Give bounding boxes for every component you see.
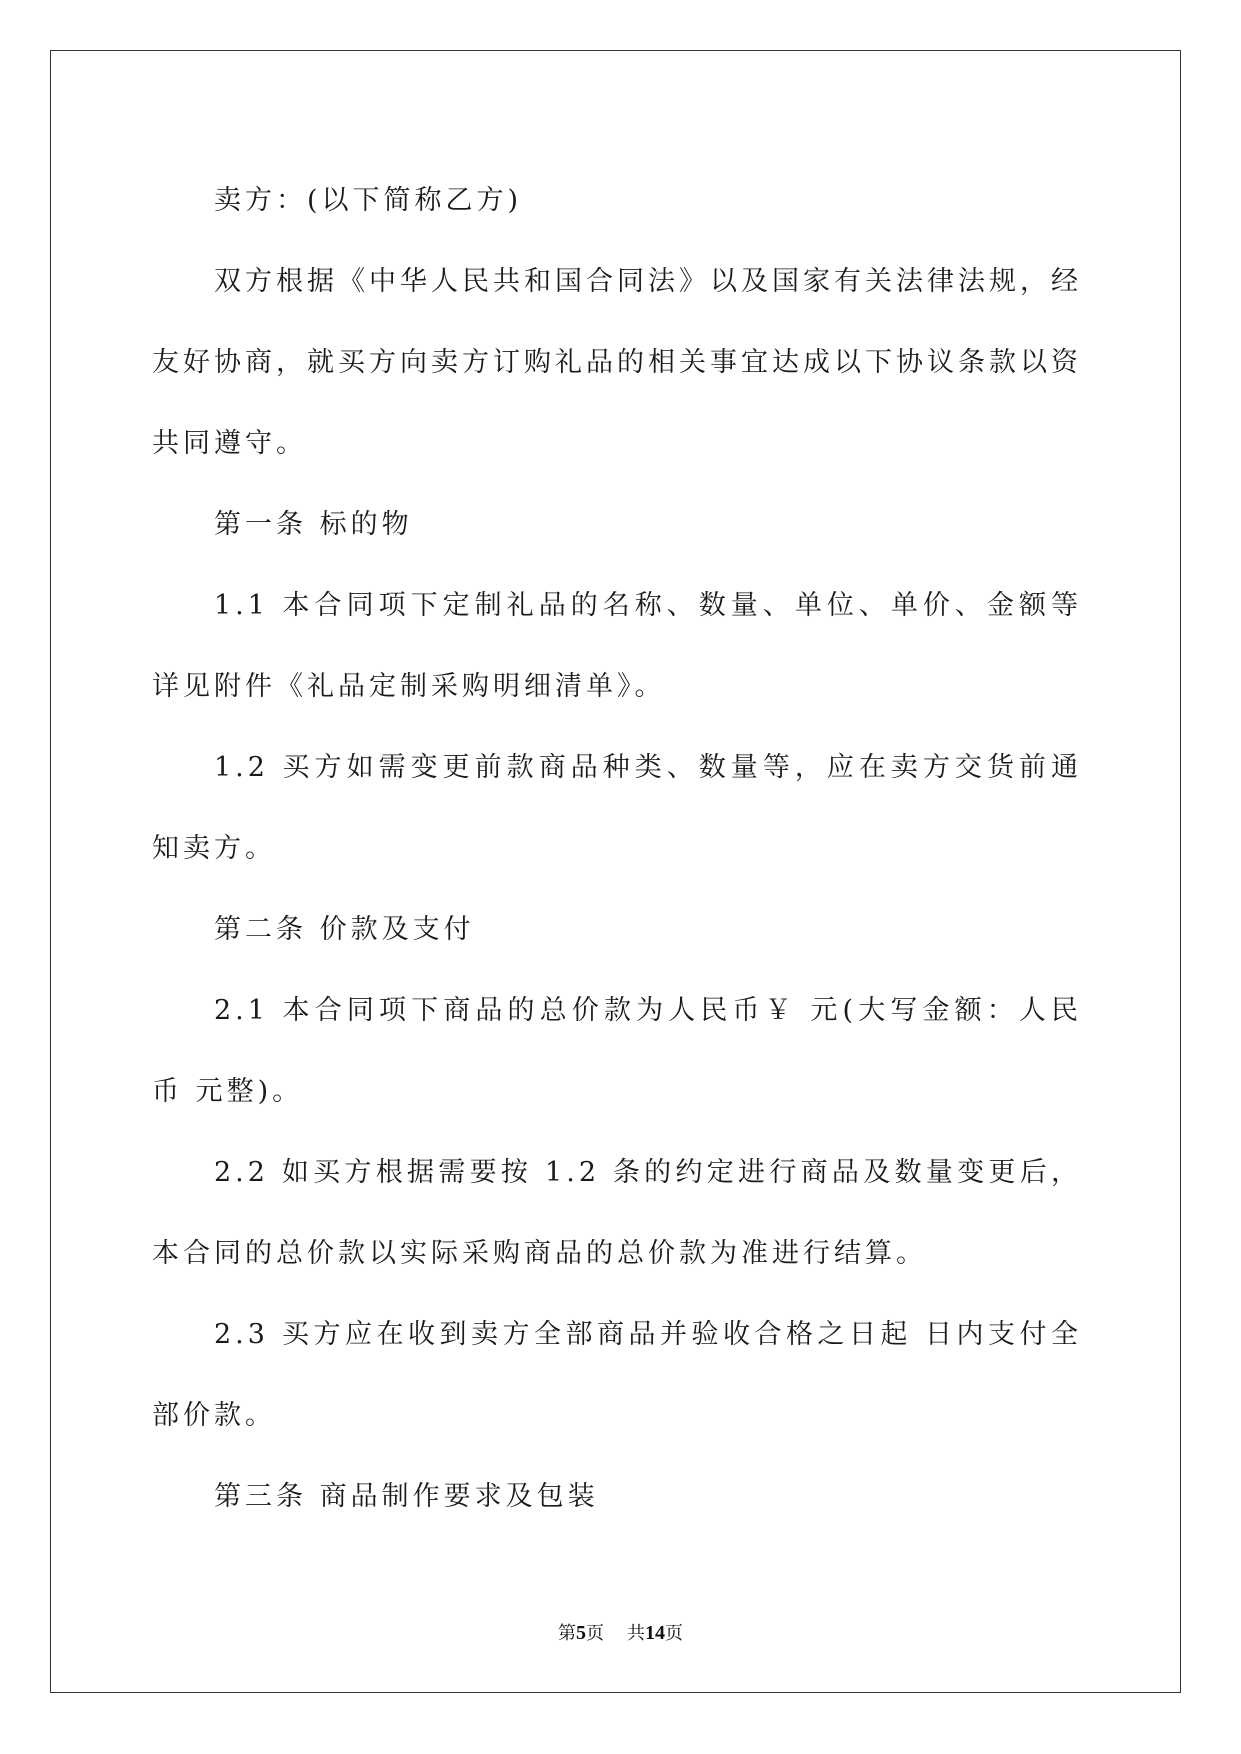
- page-footer: [0, 1619, 1241, 1645]
- clause-2-2: 2.2 如买方根据需要按 1.2 条的约定进行商品及数量变更后，本合同的总价款以实际采购商品的总价款为准进行结算。: [152, 1157, 1082, 1269]
- footer-total-prefix: 共: [626, 1623, 645, 1644]
- seller-line: 卖方：(以下简称乙方): [214, 185, 523, 216]
- footer-total-suffix: 页: [664, 1623, 683, 1644]
- intro-paragraph: 双方根据《中华人民共和国合同法》以及国家有关法律法规，经友好协商，就买方向卖方订购礼品的相关事宜达成以下协议条款以资共同遵守。: [152, 266, 1082, 459]
- total-pages-number: 14: [644, 1622, 665, 1644]
- footer-page-word: 页: [586, 1623, 605, 1644]
- article-1-heading: 第一条 标的物: [214, 509, 413, 540]
- clause-1-2: 1.2 买方如需变更前款商品种类、数量等，应在卖方交货前通知卖方。: [152, 752, 1082, 864]
- document-body: [152, 160, 1082, 1537]
- article-3-heading: 第三条 商品制作要求及包装: [214, 1481, 599, 1512]
- footer-prefix: 第: [558, 1623, 577, 1644]
- article-2-heading: 第二条 价款及支付: [214, 914, 475, 945]
- clause-2-1: 2.1 本合同项下商品的总价款为人民币￥ 元(大写金额：人民币 元整)。: [152, 995, 1082, 1107]
- current-page-number: 5: [576, 1622, 587, 1644]
- clause-1-1: 1.1 本合同项下定制礼品的名称、数量、单位、单价、金额等详见附件《礼品定制采购明细清单》。: [152, 590, 1082, 702]
- clause-2-3: 2.3 买方应在收到卖方全部商品并验收合格之日起 日内支付全部价款。: [152, 1319, 1082, 1431]
